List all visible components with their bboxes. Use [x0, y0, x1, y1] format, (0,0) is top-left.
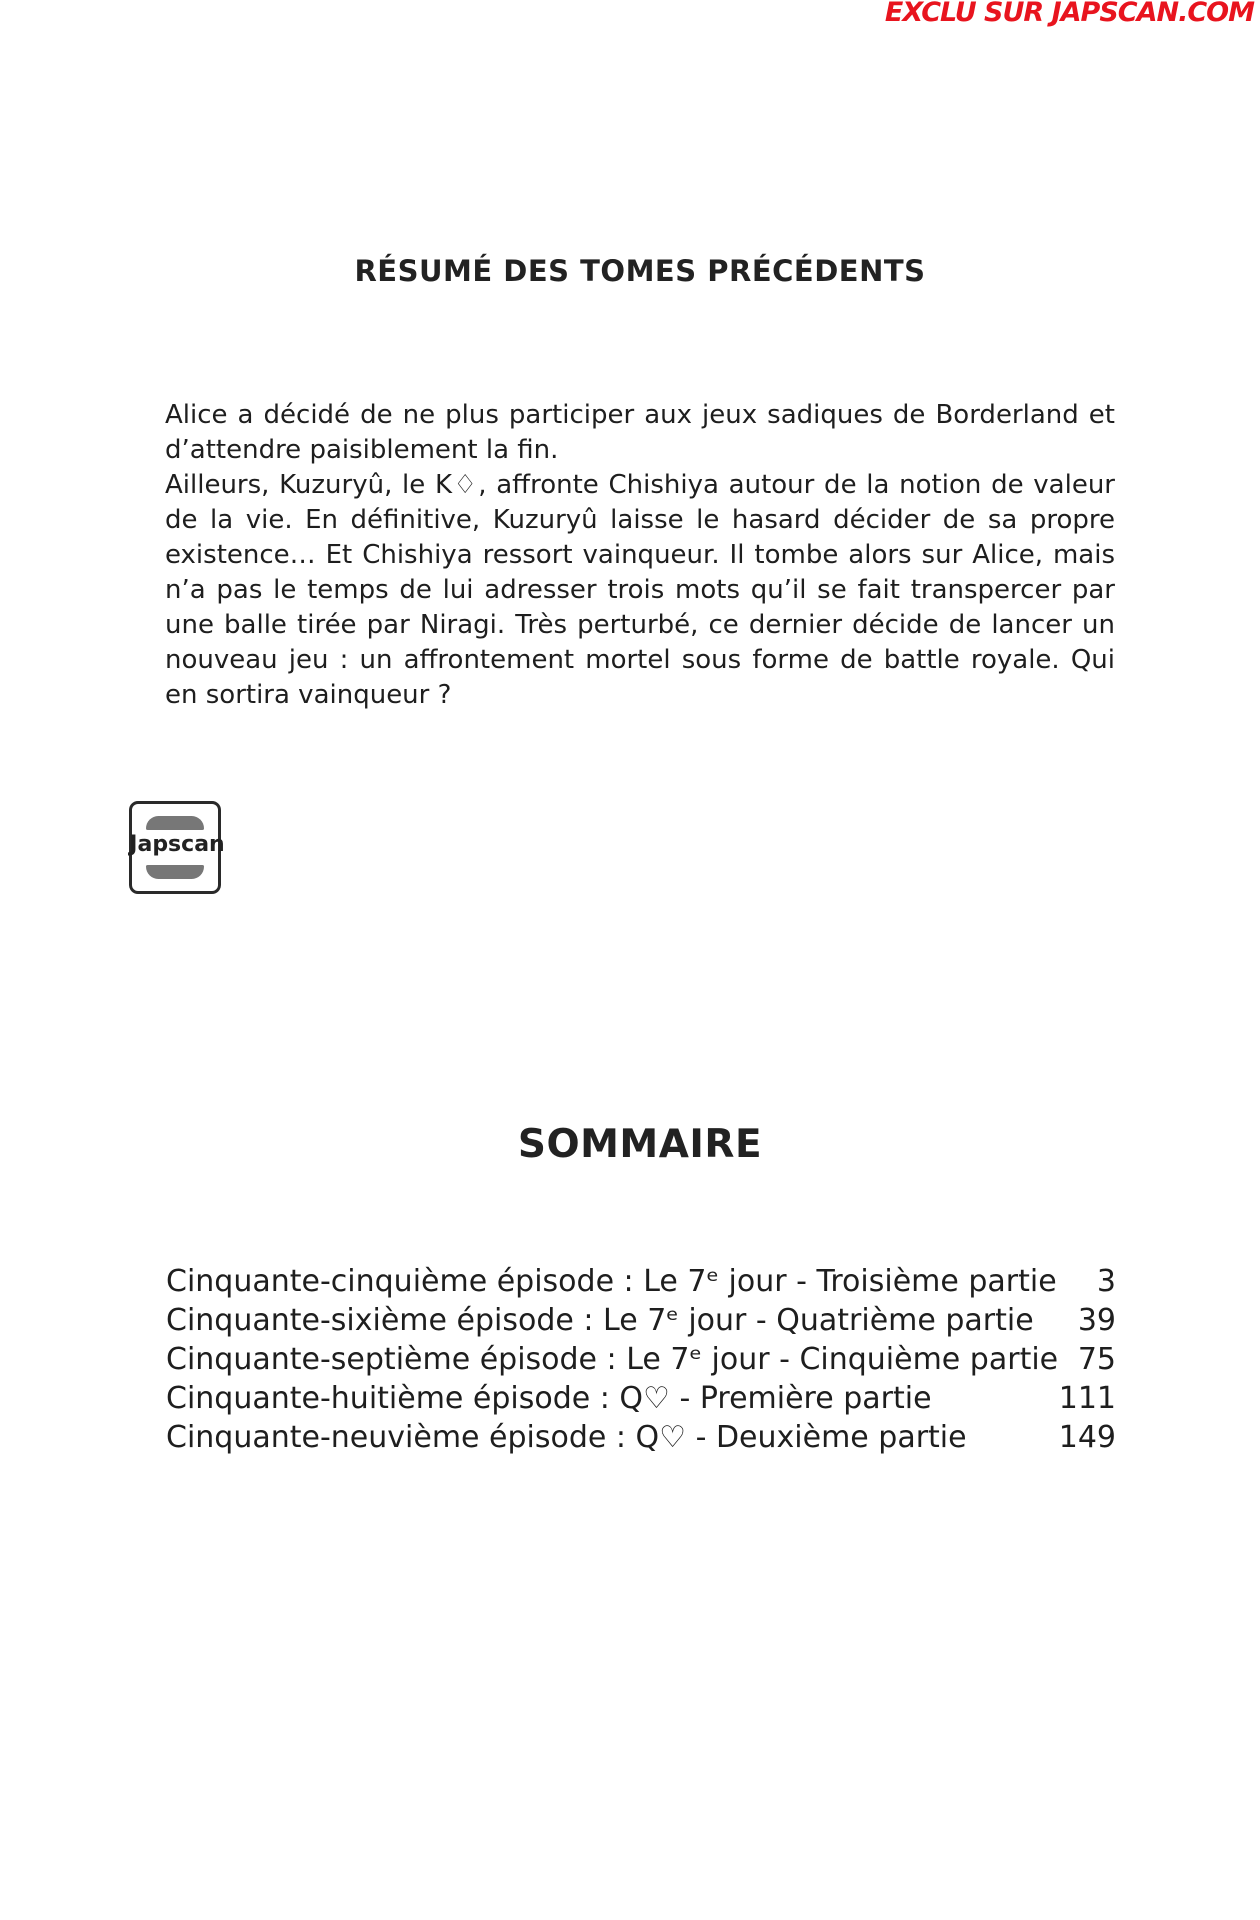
- recap-title: RÉSUMÉ DES TOMES PRÉCÉDENTS: [354, 254, 926, 288]
- toc-title: SOMMAIRE: [517, 1122, 763, 1167]
- recap-paragraph: Alice a décidé de ne plus participer aux jeux sadiques de Borderland et d’attendre paisiblement la fin.: [165, 400, 1115, 465]
- table-of-contents: [166, 1262, 1116, 1457]
- toc-entry: [166, 1301, 1116, 1340]
- toc-entry-label: Cinquante-sixième épisode : Le 7ᵉ jour - Quatrième partie: [166, 1303, 1034, 1338]
- logo-text: Japscan: [129, 832, 225, 857]
- toc-entry-label: Cinquante-huitième épisode : Q♡ - Première partie: [166, 1381, 932, 1416]
- toc-entry-page: 75: [1077, 1342, 1116, 1377]
- toc-entry-page: 111: [1058, 1381, 1116, 1416]
- toc-entry: [166, 1379, 1116, 1418]
- japscan-logo: [129, 801, 225, 894]
- toc-entry-page: 39: [1077, 1303, 1116, 1338]
- recap-text: [165, 398, 1115, 713]
- toc-entry-label: Cinquante-cinquième épisode : Le 7ᵉ jour - Troisième partie: [166, 1264, 1057, 1299]
- toc-entry: [166, 1262, 1116, 1301]
- logo-arc-bottom: [146, 865, 204, 879]
- toc-entry-label: Cinquante-septième épisode : Le 7ᵉ jour - Cinquième partie: [166, 1342, 1059, 1377]
- toc-entry-page: 3: [1096, 1264, 1116, 1299]
- logo-arc-top: [146, 816, 204, 830]
- watermark-text: EXCLU SUR JAPSCAN.COM: [884, 0, 1254, 28]
- toc-entry-page: 149: [1058, 1420, 1116, 1455]
- toc-entry-label: Cinquante-neuvième épisode : Q♡ - Deuxième partie: [166, 1420, 967, 1455]
- recap-paragraph: Ailleurs, Kuzuryû, le K♢, affronte Chishiya autour de la notion de valeur de la vie. En définitive, Kuzuryû laisse le hasard décider de sa propre existence… Et Chishiya ressort vainqueur. Il tombe alors sur Alice, mais n’a pas le temps de lui adresser trois mots qu’il se fait transpercer par une balle tirée par Niragi. Très perturbé, ce dernier décide de lancer un nouveau jeu : un affrontement mortel sous forme de battle royale. Qui en sortira vainqueur ?: [165, 470, 1115, 710]
- toc-entry: [166, 1418, 1116, 1457]
- toc-entry: [166, 1340, 1116, 1379]
